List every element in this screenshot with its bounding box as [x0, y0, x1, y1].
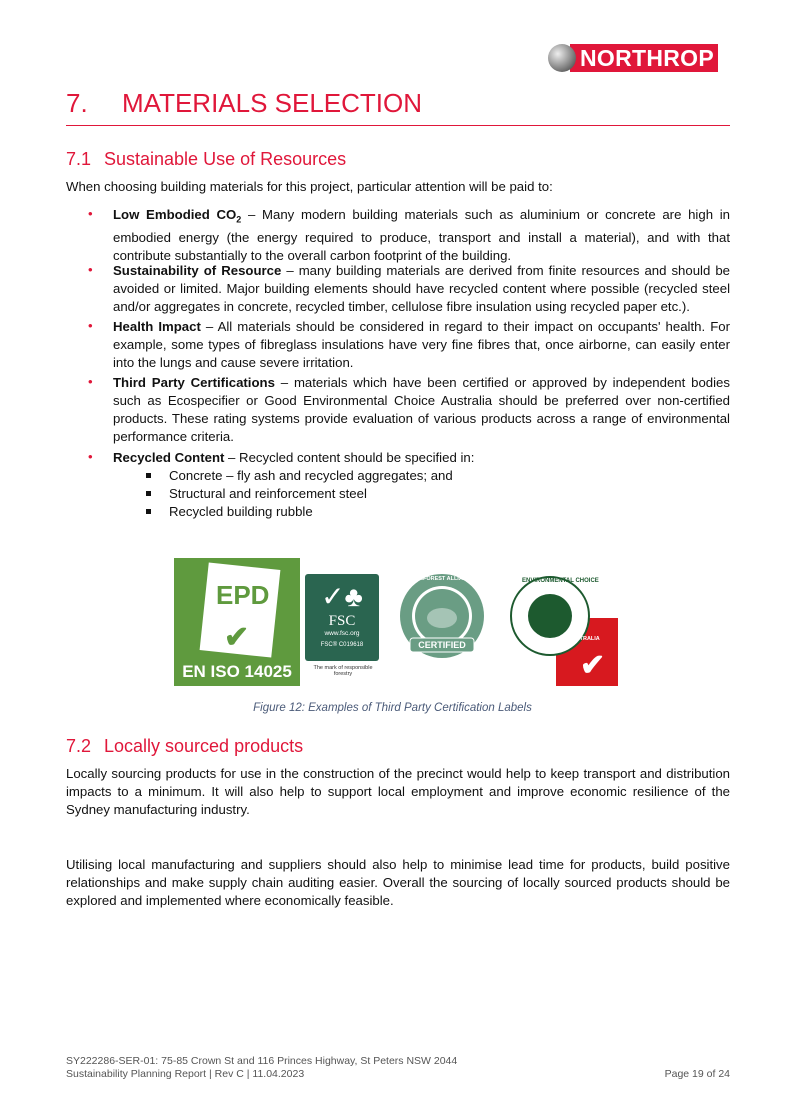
- bullet-item: • Low Embodied $CO_2$ – Many modern building materials such as aluminium or concrete are high in embodied energy (the energy required to produce, transport and install a material), and with that contribute substantially to the overall carbon footprint of the building.: [88, 206, 730, 263]
- subsection-title: Sustainable Use of Resources: [104, 149, 347, 169]
- sub-bullet-text: Structural and reinforcement steel: [169, 486, 367, 501]
- subsection-number: 7.2: [66, 736, 92, 756]
- sub-bullet-item: [169, 467, 453, 485]
- ec-ring-text: ENVIRONMENTAL CHOICE: [522, 578, 599, 584]
- bullet-bold: Sustainability of Resource: [113, 263, 282, 278]
- rainforest-alliance-logo: [392, 574, 492, 662]
- check-icon: ✔: [580, 649, 606, 682]
- bullet-text: – All materials should be considered in regard to their impact on occupants' health. For example, some types of fibreglass insulations have very fine fibres that, once airborne, can easily enter into the lungs and cause severe irritation.: [113, 319, 730, 370]
- section-number: 7.: [66, 88, 88, 118]
- epd-text: EPD: [216, 580, 270, 610]
- bullet-bold: Low Embodied CO: [113, 207, 237, 222]
- bullet-bold: Health Impact: [113, 319, 201, 334]
- figure-caption: Figure 12: Examples of Third Party Certification Labels: [253, 702, 532, 714]
- logo-sphere-icon: [548, 44, 576, 72]
- ec-country: AUSTRALIA: [568, 636, 600, 642]
- footer-report: Sustainability Planning Report | Rev C | 11.04.2023: [66, 1068, 305, 1080]
- paragraph: Utilising local manufacturing and suppliers should also help to minimise lead time for products, build positive relationships and make supply chain auditing easier. Overall the sourcing of locally sourced products should be explored and implemented where economically feasible.: [66, 857, 730, 908]
- fsc-tagline: The mark of responsible forestry: [313, 665, 373, 677]
- check-icon: ✔: [224, 621, 250, 654]
- sub-bullet-item: [169, 485, 367, 503]
- fsc-code: FSC® C019618: [320, 642, 364, 648]
- fsc-url: www.fsc.org: [324, 630, 360, 637]
- sub-bullet-item: [169, 503, 313, 521]
- ra-ring-text: RAINFOREST ALLIANCE: [409, 576, 475, 582]
- bullet-text: – Recycled content should be specified in:: [224, 450, 475, 465]
- northrop-logo: [548, 44, 718, 72]
- bullet-item: • Health Impact – All materials should be considered in regard to their impact on occupants' health. For example, some types of fibreglass insulations have very fine fibres that, once airborne, can easily enter into the lungs and cause severe irritation.: [88, 318, 730, 370]
- section-title: MATERIALS SELECTION: [122, 88, 423, 118]
- footer: [66, 1055, 457, 1081]
- environmental-choice-logo: [510, 576, 618, 686]
- sub-bullet-text: Recycled building rubble: [169, 504, 313, 519]
- page-number: Page 19 of 24: [664, 1068, 730, 1080]
- bullet-text: – many building materials are derived from finite resources and should be avoided or limited. Major building elements should have recycled content where possible (recycled steel and/or aggregates in concrete, recycled timber, cellulose fibre insulation using recycled paper etc.).: [113, 263, 731, 314]
- section-heading: [66, 88, 730, 126]
- subsection-heading-7-2: [66, 736, 303, 757]
- subsection-title: Locally sourced products: [104, 736, 304, 756]
- bullet-bold: Recycled Content: [113, 450, 225, 465]
- sub-bullet-text: Concrete – fly ash and recycled aggregates; and: [169, 468, 453, 483]
- footer-project: SY222286-SER-01: 75-85 Crown St and 116 Princes Highway, St Peters NSW 2044: [66, 1055, 458, 1067]
- bullet-item: • Sustainability of Resource – many building materials are derived from finite resources and should be avoided or limited. Major building elements should have recycled content where possible (recycled steel and/or aggregates in concrete, recycled timber, cellulose fibre insulation using recycled paper etc.).: [88, 262, 731, 314]
- ra-certified: CERTIFIED: [418, 640, 466, 650]
- paragraph: Locally sourcing products for use in the construction of the precinct would help to keep transport and distribution impacts to a minimum. It will also help to support local employment and improve economic resilience of the Sydney manufacturing industry.: [66, 766, 730, 817]
- fsc-name: FSC: [328, 613, 356, 629]
- bullet-item: • Recycled Content – Recycled content should be specified in:: [88, 449, 475, 465]
- epd-standard: EN ISO 14025: [182, 662, 292, 681]
- bullet-text: – materials which have been certified or approved by independent bodies such as Ecospecifier or Good Environmental Choice Australia should be preferred over non-certified products. These rating systems provide evaluation of various products across a range of environmental performance criteria.: [113, 375, 730, 444]
- subsection-heading-7-1: [66, 149, 346, 170]
- bullet-text: – Many modern building materials such as aluminium or concrete are high in embodied energy (the energy required to produce, transport and install a material), and with that contribute substantially to the overall carbon footprint of the building.: [113, 207, 730, 263]
- epd-logo: [174, 558, 300, 686]
- tree-check-icon: ✓♣: [321, 581, 363, 612]
- logo-text: NORTHROP: [570, 44, 718, 72]
- bullet-item: • Third Party Certifications – materials which have been certified or approved by independent bodies such as Ecospecifier or Good Environmental Choice Australia should be preferred over non-certified products. These rating systems provide evaluation of various products across a range of environmental performance criteria.: [88, 374, 730, 444]
- subscript: 2: [236, 214, 242, 225]
- bullet-bold: Third Party Certifications: [113, 375, 275, 390]
- intro-paragraph: When choosing building materials for this project, particular attention will be paid to:: [66, 179, 553, 194]
- fsc-logo: [305, 574, 379, 661]
- subsection-number: 7.1: [66, 149, 92, 169]
